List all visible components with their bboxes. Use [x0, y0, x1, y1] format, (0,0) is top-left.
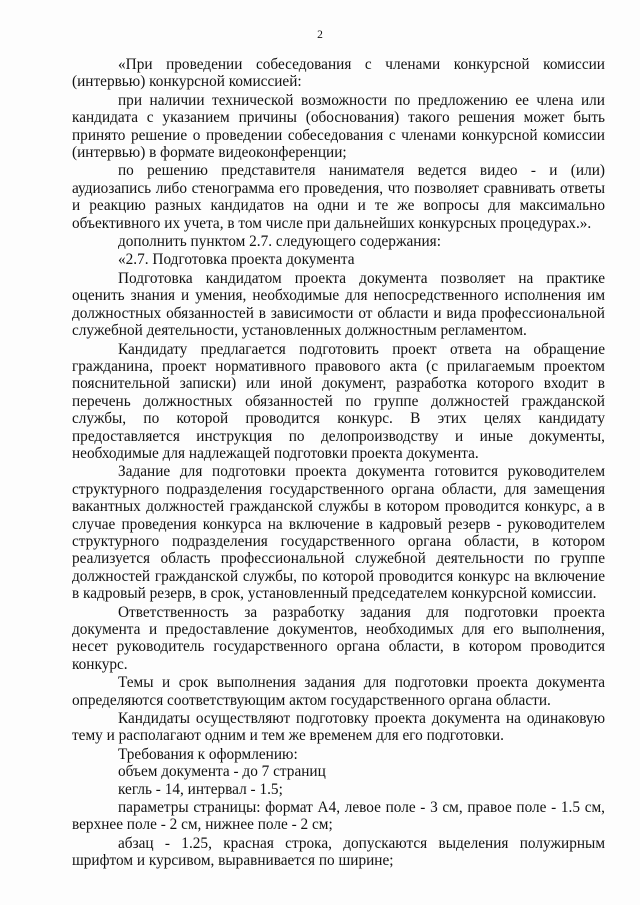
paragraph: объем документа - до 7 страниц	[118, 763, 326, 781]
page-number: 2	[317, 29, 323, 41]
paragraph: Кандидату предлагается подготовить проект ответа на обращение гражданина, проект нормативного правового акта (с прилагаемым проектом пояснительной записки) или иной документ, разработка которого входит в перечень должностных обязанностей по группе должностей гражданской службы, по которой проводится конкурс. В этих целях кандидату предоставляется инструкция по делопроизводству и иные документы, необходимые для надлежащей подготовки проекта документа.	[72, 340, 605, 462]
paragraph: параметры страницы: формат А4, левое поле - 3 см, правое поле - 1.5 см, верхнее поле - 2 см, нижнее поле - 2 см;	[72, 799, 605, 834]
paragraph: абзац - 1.25, красная строка, допускаются выделения полужирным шрифтом и курсивом, выравнивается по ширине;	[72, 834, 605, 870]
paragraph: Кандидаты осуществляют подготовку проекта документа на одинаковую тему и располагают одним и тем же временем для его подготовки.	[72, 710, 605, 745]
paragraph: Ответственность за разработку задания для подготовки проекта документа и предоставление документов, необходимых для его выполнения, несет руководитель государственного органа области, в котором проводится конкурс.	[72, 603, 605, 673]
paragraph: по решению представителя нанимателя ведется видео - и (или) аудиозапись либо стенограмма его проведения, что позволяет сравнивать ответы и реакцию разных кандидатов на одни и те же вопросы для максимально объективного их учета, в том числе при дальнейших конкурсных процедурах.».	[72, 162, 605, 232]
paragraph: дополнить пунктом 2.7. следующего содержания:	[118, 233, 441, 251]
paragraph: кегль - 14, интервал - 1.5;	[118, 780, 283, 798]
paragraph: Задание для подготовки проекта документа готовится руководителем структурного подразделения государственного органа области, для замещения вакантных должностей гражданской службы в котором проводится конкурс, а в случае проведения конкурса на включение в кадровый резерв - руководителем структурного подразделения государственного органа области, в котором реализуется область профессиональной служебной деятельности по группе должностей гражданской службы, по которой проводится конкурс на включение в кадровый резерв, в срок, установленный председателем конкурсной комиссии.	[72, 463, 605, 603]
paragraph: «При проведении собеседования с членами конкурсной комиссии (интервью) конкурсной комиссией:	[72, 56, 605, 91]
paragraph: «2.7. Подготовка проекта документа	[118, 251, 355, 269]
paragraph: Подготовка кандидатом проекта документа позволяет на практике оценить знания и умения, необходимые для непосредственного исполнения им должностных обязанностей в зависимости от области и вида профессиональной служебной деятельности, установленных должностным регламентом.	[72, 269, 605, 340]
paragraph: Темы и срок выполнения задания для подготовки проекта документа определяются соответствующим актом государственного органа области.	[72, 674, 605, 709]
paragraph: при наличии технической возможности по предложению ее члена или кандидата с указанием причины (обоснования) такого решения может быть принято решение о проведении собеседования с членами конкурсной комиссии (интервью) в формате видеоконференции;	[72, 91, 605, 162]
paragraph: Требования к оформлению:	[118, 745, 298, 763]
document-body	[72, 56, 605, 870]
